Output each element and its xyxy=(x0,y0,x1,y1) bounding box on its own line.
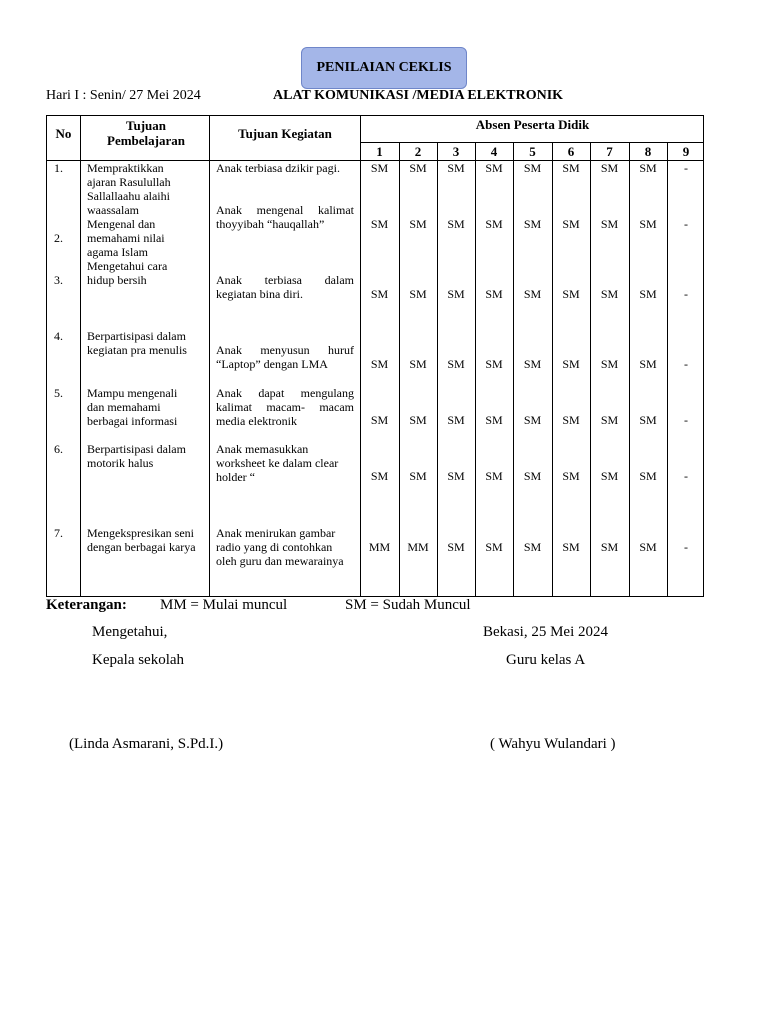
student-number: 6 xyxy=(567,144,575,159)
signature-right-name: ( Wahyu Wulandari ) xyxy=(490,736,616,752)
header-absen: Absen Peserta Didik xyxy=(475,117,590,132)
assessment-value-cell: SM xyxy=(600,217,619,231)
page-title: PENILAIAN CEKLIS xyxy=(301,47,467,89)
assessment-value-cell: SM xyxy=(639,357,657,371)
header-tujuan-pembelajaran: Tujuan Pembelajaran xyxy=(107,118,185,148)
student-number: 1 xyxy=(376,144,383,159)
assessment-value-cell: SM xyxy=(485,217,503,231)
assessment-value-cell: MM xyxy=(407,540,429,554)
col-divider xyxy=(209,116,210,596)
assessment-value-cell: SM xyxy=(447,469,465,483)
row-number: 6. xyxy=(54,442,63,456)
assessment-value-cell: - xyxy=(684,287,688,301)
assessment-value-cell: SM xyxy=(562,413,580,427)
assessment-value-cell: SM xyxy=(447,217,465,231)
assessment-value-cell: SM xyxy=(447,161,465,175)
assessment-value-cell: SM xyxy=(447,357,465,371)
tujuan-pembelajaran-cell: Mempraktikkan ajaran Rasulullah Sallallaahu alaihi waassalam xyxy=(87,161,171,217)
student-number: 2 xyxy=(414,144,422,159)
legend-mm: MM = Mulai muncul xyxy=(160,597,288,613)
theme-title: ALAT KOMUNIKASI /MEDIA ELEKTRONIK xyxy=(273,88,564,103)
assessment-value-cell: - xyxy=(684,413,688,427)
tujuan-pembelajaran-cell: Mengetahui cara hidup bersih xyxy=(87,259,168,287)
assessment-value-cell: SM xyxy=(447,413,465,427)
assessment-value-cell: SM xyxy=(409,357,427,371)
assessment-value-cell: SM xyxy=(485,161,503,175)
signature-left-role: Kepala sekolah xyxy=(92,652,185,668)
tujuan-kegiatan-cell: Anak memasukkan worksheet ke dalam clear holder “ xyxy=(216,442,339,484)
assessment-value-cell: SM xyxy=(409,287,427,301)
assessment-value-cell: - xyxy=(684,161,688,175)
assessment-value-cell: SM xyxy=(370,217,389,231)
tujuan-pembelajaran-cell: Berpartisipasi dalam kegiatan pra menulis xyxy=(87,329,187,357)
assessment-value-cell: SM xyxy=(600,469,619,483)
student-number: 8 xyxy=(644,144,652,159)
legend-sm: SM = Sudah Muncul xyxy=(345,597,471,613)
assessment-value-cell: SM xyxy=(370,161,389,175)
assessment-value-cell: SM xyxy=(485,413,503,427)
signature-right-role: Guru kelas A xyxy=(506,652,586,668)
day-date-label: Hari I : Senin/ 27 Mei 2024 xyxy=(46,88,201,103)
assessment-value-cell: SM xyxy=(639,469,657,483)
assessment-value-cell: SM xyxy=(562,287,580,301)
assessment-value-cell: SM xyxy=(562,540,580,554)
assessment-value-cell: SM xyxy=(562,217,580,231)
assessment-value-cell: SM xyxy=(370,287,389,301)
tujuan-kegiatan-cell: Anak menirukan gambar radio yang di contohkan oleh guru dan mewarainya xyxy=(216,526,344,568)
assessment-value-cell: SM xyxy=(600,287,619,301)
signature-left-top: Mengetahui, xyxy=(92,624,168,640)
assessment-value-cell: SM xyxy=(370,413,389,427)
assessment-value-cell: SM xyxy=(409,161,427,175)
row-number: 7. xyxy=(54,526,63,540)
row-number: 4. xyxy=(54,329,63,343)
assessment-value-cell: SM xyxy=(370,357,389,371)
header-tujuan-kegiatan: Tujuan Kegiatan xyxy=(238,126,332,141)
assessment-value-cell: SM xyxy=(639,540,657,554)
assessment-value-cell: MM xyxy=(368,540,391,554)
student-number: 4 xyxy=(490,144,498,159)
assessment-value-cell: SM xyxy=(639,413,657,427)
assessment-value-cell: SM xyxy=(523,287,542,301)
assessment-value-cell: - xyxy=(684,357,688,371)
assessment-value-cell: - xyxy=(684,469,688,483)
assessment-value-cell: SM xyxy=(409,413,427,427)
row-number: 3. xyxy=(54,273,63,287)
assessment-value-cell: SM xyxy=(639,161,657,175)
assessment-value-cell: SM xyxy=(485,287,503,301)
assessment-value-cell: SM xyxy=(485,357,503,371)
assessment-value-cell: SM xyxy=(639,287,657,301)
assessment-value-cell: SM xyxy=(523,469,542,483)
assessment-value-cell: SM xyxy=(562,357,580,371)
assessment-value-cell: SM xyxy=(447,540,465,554)
row-number: 5. xyxy=(54,386,63,400)
assessment-value-cell: SM xyxy=(562,161,580,175)
assessment-value-cell: SM xyxy=(600,540,619,554)
tujuan-pembelajaran-cell: Mampu mengenali dan memahami berbagai informasi xyxy=(87,386,178,428)
col-divider xyxy=(360,116,361,596)
tujuan-pembelajaran-cell: Berpartisipasi dalam motorik halus xyxy=(87,442,186,470)
legend-label: Keterangan: xyxy=(46,597,127,613)
assessment-value-cell: SM xyxy=(523,357,542,371)
assessment-value-cell: SM xyxy=(600,161,619,175)
assessment-value-cell: SM xyxy=(600,357,619,371)
assessment-value-cell: SM xyxy=(485,469,503,483)
assessment-value-cell: - xyxy=(684,540,688,554)
signature-right-top: Bekasi, 25 Mei 2024 xyxy=(483,624,608,640)
assessment-value-cell: SM xyxy=(523,217,542,231)
assessment-value-cell: SM xyxy=(600,413,619,427)
assessment-value-cell: SM xyxy=(409,217,427,231)
tujuan-kegiatan-cell: Anak dapat mengulang kalimat macam- macam media elektronik xyxy=(216,386,354,428)
row-number: 1. xyxy=(54,161,63,175)
assessment-value-cell: SM xyxy=(523,540,542,554)
assessment-value-cell: SM xyxy=(409,469,427,483)
assessment-value-cell: SM xyxy=(523,413,542,427)
student-number: 7 xyxy=(606,144,613,159)
tujuan-kegiatan-cell: Anak mengenal kalimat thoyyibah “hauqallah” xyxy=(216,203,354,231)
assessment-value-cell: SM xyxy=(485,540,503,554)
header-no: No xyxy=(55,126,72,141)
tujuan-kegiatan-cell: Anak terbiasa dzikir pagi. xyxy=(216,161,340,175)
assessment-value-cell: - xyxy=(684,217,688,231)
assessment-value-cell: SM xyxy=(639,217,657,231)
col-divider xyxy=(80,116,81,596)
signature-left-name: (Linda Asmarani, S.Pd.I.) xyxy=(69,736,224,752)
assessment-value-cell: SM xyxy=(370,469,389,483)
tujuan-kegiatan-cell: Anak menyusun huruf “Laptop” dengan LMA xyxy=(216,343,354,371)
assessment-value-cell: SM xyxy=(562,469,580,483)
student-number: 9 xyxy=(682,144,690,159)
assessment-table xyxy=(46,115,704,597)
student-number: 5 xyxy=(529,144,536,159)
tujuan-pembelajaran-cell: Mengekspresikan seni dengan berbagai karya xyxy=(87,526,196,554)
tujuan-kegiatan-cell: Anak terbiasa dalam kegiatan bina diri. xyxy=(216,273,354,301)
row-number: 2. xyxy=(54,231,63,245)
tujuan-pembelajaran-cell: Mengenal dan memahami nilai agama Islam xyxy=(87,217,165,259)
assessment-value-cell: SM xyxy=(447,287,465,301)
assessment-value-cell: SM xyxy=(523,161,542,175)
student-number: 3 xyxy=(452,144,460,159)
